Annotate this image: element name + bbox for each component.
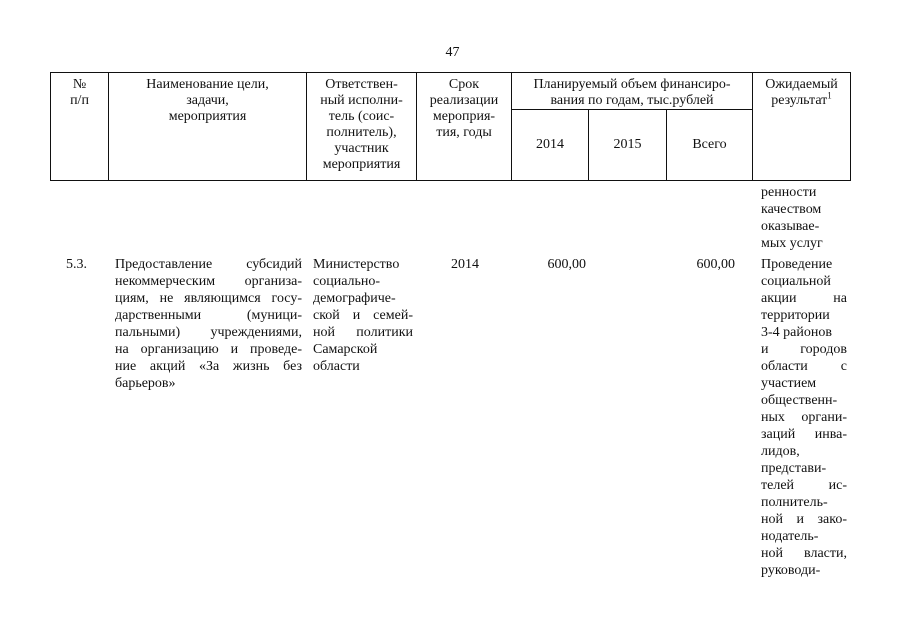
- row-total: 600,00: [696, 257, 735, 272]
- header-financing: Планируемый объем финансиро- вания по годам, тыс.рублей: [512, 73, 753, 110]
- header-num: № п/п: [51, 73, 109, 181]
- row-num: 5.3.: [66, 257, 87, 272]
- header-term: Срок реализации мероприя- тия, годы: [417, 73, 512, 181]
- row-2014: 600,00: [547, 257, 586, 272]
- row-result: Проведение социальной акции на территории 3-4 районов и городов области с участием общественн- ных органи- заций инва- лидов, представи- телей ис- полнитель- ной и зако- нодатель- ной власти, руководи-: [761, 257, 847, 578]
- page-number: 47: [445, 45, 460, 60]
- row-executor: Министерство социально- демографиче- ской и семей- ной политики Самарской области: [313, 257, 413, 374]
- header-2015: 2015: [589, 110, 667, 181]
- table-header: [50, 72, 851, 181]
- header-name: Наименование цели, задачи, мероприятия: [109, 73, 307, 181]
- row-term: 2014: [451, 257, 479, 272]
- header-2014: 2014: [512, 110, 589, 181]
- header-total: Всего: [667, 110, 753, 181]
- header-executor: Ответствен- ный исполни- тель (соис- полнитель), участник мероприятия: [307, 73, 417, 181]
- row-name: Предоставление субсидий некоммерческим организа- циям, не являющимся госу- дарственными (муници- пальными) учреждениями, на организацию и проведе- ние акций «За жизнь без барьеров»: [115, 257, 302, 391]
- continued-result: ренности качеством оказывае- мых услуг: [761, 185, 823, 251]
- header-result: Ожидаемый результат$^1$: [753, 73, 851, 181]
- footnote-mark: 1: [827, 90, 832, 101]
